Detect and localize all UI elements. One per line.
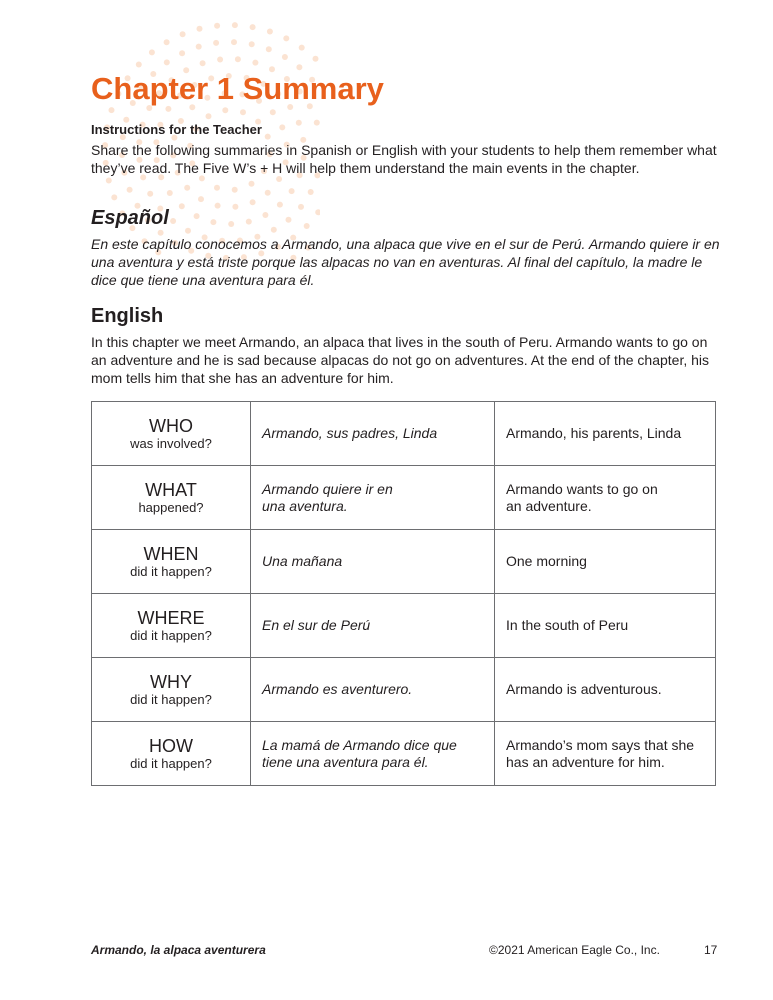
- english-answer-cell: [495, 722, 716, 786]
- question-word: WHEN: [143, 544, 199, 564]
- question-cell: [92, 530, 251, 594]
- question-word: WHERE: [137, 608, 205, 628]
- english-answer-line: has an adventure for him.: [506, 753, 665, 770]
- page-number: 17: [704, 943, 718, 957]
- table-row: [92, 466, 716, 530]
- spanish-answer-cell: [251, 530, 495, 594]
- english-answer-line: Armando, his parents, Linda: [506, 425, 682, 441]
- english-answer-cell: [495, 402, 716, 466]
- english-answer-line: Armando wants to go on: [506, 480, 658, 497]
- question-subtext: happened?: [138, 500, 204, 515]
- question-subtext: did it happen?: [130, 628, 212, 643]
- spanish-answer-line: Armando es aventurero.: [262, 681, 413, 697]
- question-word: WHAT: [145, 480, 197, 500]
- english-answer-line: Armando’s mom says that she: [506, 736, 695, 753]
- question-cell: [92, 466, 251, 530]
- english-summary: In this chapter we meet Armando, an alpaca that lives in the south of Peru. Armando wants to go on an adventure and he is sad because alpacas do not go on adventures. At the end of the chapter, his mom tells him that she has an adventure for him.: [91, 334, 710, 386]
- five-ws-table: [91, 401, 716, 786]
- page-title: Chapter 1 Summary: [91, 71, 384, 106]
- table-row: [92, 722, 716, 786]
- question-cell: [92, 658, 251, 722]
- instructions-text: Share the following summaries in Spanish or English with your students to help them remember what they’ve read. The Five W’s + H will help them understand the main events in the chapter.: [91, 142, 717, 176]
- question-cell: [92, 594, 251, 658]
- english-answer-cell: [495, 594, 716, 658]
- spanish-answer-cell: [251, 658, 495, 722]
- english-answer-cell: [495, 466, 716, 530]
- question-subtext: was involved?: [130, 436, 212, 451]
- question-word: HOW: [149, 736, 193, 756]
- spanish-answer-cell: [251, 402, 495, 466]
- spanish-answer-line: Armando, sus padres, Linda: [262, 425, 438, 441]
- spanish-answer-line: Armando quiere ir en: [262, 480, 393, 497]
- question-subtext: did it happen?: [130, 756, 212, 771]
- spanish-answer-cell: [251, 722, 495, 786]
- spanish-answer-line: En el sur de Perú: [262, 617, 371, 633]
- spanish-answer-line: tiene una aventura para él.: [262, 753, 429, 770]
- spanish-answer-line: La mamá de Armando dice que: [262, 736, 457, 753]
- table-row: [92, 530, 716, 594]
- question-word: WHO: [149, 416, 193, 436]
- spanish-answer-cell: [251, 594, 495, 658]
- question-cell: [92, 402, 251, 466]
- spanish-answer-cell: [251, 466, 495, 530]
- spanish-answer-line: una aventura.: [262, 497, 348, 514]
- footer-book-title: Armando, la alpaca aventurera: [91, 943, 266, 957]
- table-row: [92, 402, 716, 466]
- question-subtext: did it happen?: [130, 564, 212, 579]
- instructions-heading: Instructions for the Teacher: [91, 122, 262, 137]
- english-answer-cell: [495, 530, 716, 594]
- footer-copyright: ©2021 American Eagle Co., Inc.: [489, 943, 660, 957]
- question-subtext: did it happen?: [130, 692, 212, 707]
- spanish-summary: En este capítulo conocemos a Armando, una alpaca que vive en el sur de Perú. Armando quiere ir en una aventura y está triste porque las alpacas no van en aventuras. Al final del capítulo, la madre le dice que tiene una aventura para él.: [91, 236, 720, 288]
- table-row: [92, 594, 716, 658]
- english-answer-cell: [495, 658, 716, 722]
- english-answer-line: Armando is adventurous.: [506, 681, 662, 697]
- question-word: WHY: [150, 672, 192, 692]
- spanish-heading: Español: [91, 207, 169, 229]
- question-cell: [92, 722, 251, 786]
- spanish-answer-line: Una mañana: [262, 553, 343, 569]
- table-row: [92, 658, 716, 722]
- english-answer-line: In the south of Peru: [506, 617, 629, 633]
- english-answer-line: One morning: [506, 553, 587, 569]
- english-answer-line: an adventure.: [506, 497, 592, 514]
- english-heading: English: [91, 305, 164, 327]
